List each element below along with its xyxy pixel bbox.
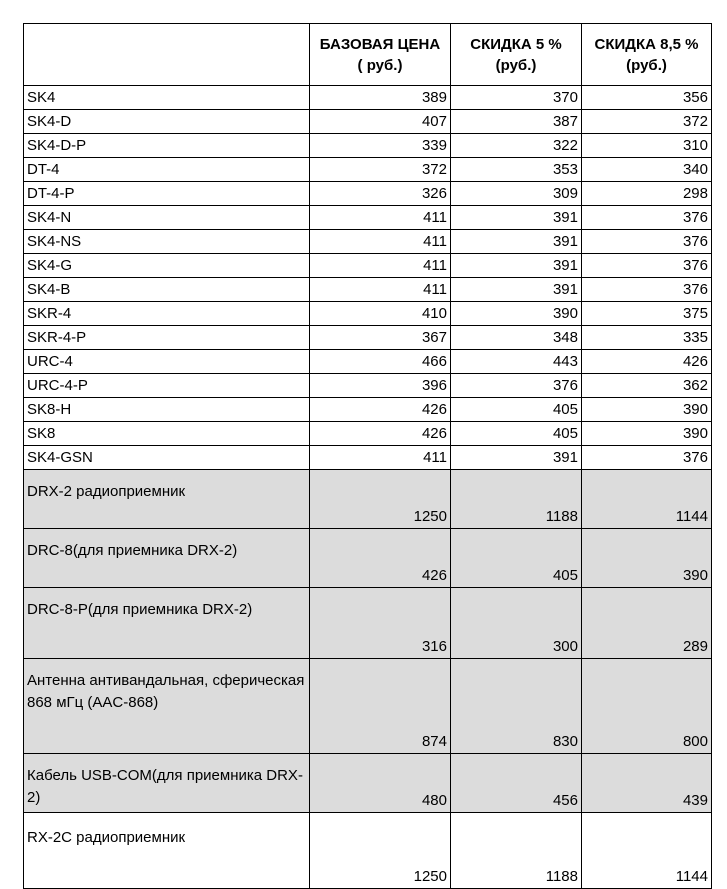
price-discount-85: 376	[582, 206, 712, 230]
price-table	[23, 23, 712, 889]
price-discount-5: 348	[451, 326, 582, 350]
product-name: SK4-NS	[24, 230, 310, 254]
table-row	[24, 398, 712, 422]
product-name: SK4-B	[24, 278, 310, 302]
price-discount-85: 335	[582, 326, 712, 350]
price-discount-85: 390	[582, 422, 712, 446]
table-row	[24, 254, 712, 278]
price-discount-85: 800	[582, 659, 712, 754]
table-row	[24, 422, 712, 446]
product-name: SK8	[24, 422, 310, 446]
price-discount-5: 300	[451, 588, 582, 659]
product-name: DRX-2 радиоприемник	[24, 470, 310, 529]
product-name: SK4-G	[24, 254, 310, 278]
product-name: URC-4-P	[24, 374, 310, 398]
base-price: 426	[310, 398, 451, 422]
base-price: 411	[310, 254, 451, 278]
base-price: 1250	[310, 470, 451, 529]
table-row	[24, 206, 712, 230]
table-row	[24, 86, 712, 110]
price-discount-85: 376	[582, 446, 712, 470]
base-price: 411	[310, 278, 451, 302]
table-row	[24, 182, 712, 206]
price-discount-85: 310	[582, 134, 712, 158]
product-name: DT-4-P	[24, 182, 310, 206]
price-discount-85: 376	[582, 230, 712, 254]
header-discount-5: СКИДКА 5 % (руб.)	[451, 24, 582, 86]
base-price: 411	[310, 230, 451, 254]
table-row	[24, 374, 712, 398]
table-row	[24, 529, 712, 588]
price-discount-5: 376	[451, 374, 582, 398]
base-price: 339	[310, 134, 451, 158]
product-name: RX-2C радиоприемник	[24, 813, 310, 889]
price-discount-5: 830	[451, 659, 582, 754]
base-price: 367	[310, 326, 451, 350]
price-discount-5: 405	[451, 422, 582, 446]
base-price: 389	[310, 86, 451, 110]
price-discount-5: 391	[451, 254, 582, 278]
price-discount-85: 375	[582, 302, 712, 326]
table-row	[24, 278, 712, 302]
base-price: 480	[310, 754, 451, 813]
price-discount-5: 387	[451, 110, 582, 134]
table-row	[24, 110, 712, 134]
price-discount-85: 426	[582, 350, 712, 374]
price-discount-5: 370	[451, 86, 582, 110]
header-discount-85: СКИДКА 8,5 % (руб.)	[582, 24, 712, 86]
table-row	[24, 659, 712, 754]
base-price: 426	[310, 422, 451, 446]
base-price: 411	[310, 206, 451, 230]
product-name: SK8-H	[24, 398, 310, 422]
price-discount-85: 289	[582, 588, 712, 659]
price-discount-5: 456	[451, 754, 582, 813]
price-discount-85: 376	[582, 254, 712, 278]
price-discount-85: 390	[582, 398, 712, 422]
price-discount-85: 356	[582, 86, 712, 110]
product-name: Антенна антивандальная, сферическая 868 мГц (AAC-868)	[24, 659, 310, 754]
header-name-cell	[24, 24, 310, 86]
table-row	[24, 446, 712, 470]
table-row	[24, 326, 712, 350]
product-name: SK4-N	[24, 206, 310, 230]
product-name: SKR-4	[24, 302, 310, 326]
price-discount-5: 322	[451, 134, 582, 158]
table-row	[24, 588, 712, 659]
price-discount-5: 391	[451, 206, 582, 230]
price-discount-85: 1144	[582, 470, 712, 529]
table-row	[24, 230, 712, 254]
price-discount-5: 405	[451, 398, 582, 422]
base-price: 407	[310, 110, 451, 134]
price-discount-85: 372	[582, 110, 712, 134]
price-discount-5: 405	[451, 529, 582, 588]
product-name: SKR-4-P	[24, 326, 310, 350]
price-discount-85: 439	[582, 754, 712, 813]
table-row	[24, 470, 712, 529]
price-discount-85: 390	[582, 529, 712, 588]
table-row	[24, 158, 712, 182]
table-row	[24, 302, 712, 326]
price-discount-85: 362	[582, 374, 712, 398]
table-row	[24, 134, 712, 158]
price-discount-5: 390	[451, 302, 582, 326]
base-price: 874	[310, 659, 451, 754]
header-base-price: БАЗОВАЯ ЦЕНА ( руб.)	[310, 24, 451, 86]
product-name: SK4-D-P	[24, 134, 310, 158]
header-row	[24, 24, 712, 86]
table-row	[24, 350, 712, 374]
base-price: 396	[310, 374, 451, 398]
base-price: 411	[310, 446, 451, 470]
table-row	[24, 813, 712, 889]
product-name: URC-4	[24, 350, 310, 374]
product-name: SK4-GSN	[24, 446, 310, 470]
price-discount-5: 443	[451, 350, 582, 374]
price-discount-5: 1188	[451, 470, 582, 529]
product-name: DT-4	[24, 158, 310, 182]
base-price: 466	[310, 350, 451, 374]
price-discount-5: 391	[451, 230, 582, 254]
base-price: 410	[310, 302, 451, 326]
product-name: SK4	[24, 86, 310, 110]
base-price: 326	[310, 182, 451, 206]
price-discount-5: 353	[451, 158, 582, 182]
base-price: 1250	[310, 813, 451, 889]
price-discount-85: 340	[582, 158, 712, 182]
price-discount-5: 1188	[451, 813, 582, 889]
price-discount-85: 1144	[582, 813, 712, 889]
product-name: DRC-8(для приемника DRX-2)	[24, 529, 310, 588]
product-name: Кабель USB-COM(для приемника DRX-2)	[24, 754, 310, 813]
price-discount-5: 391	[451, 278, 582, 302]
price-discount-5: 391	[451, 446, 582, 470]
price-discount-85: 376	[582, 278, 712, 302]
base-price: 316	[310, 588, 451, 659]
product-name: SK4-D	[24, 110, 310, 134]
price-discount-5: 309	[451, 182, 582, 206]
table-row	[24, 754, 712, 813]
product-name: DRC-8-P(для приемника DRX-2)	[24, 588, 310, 659]
base-price: 372	[310, 158, 451, 182]
base-price: 426	[310, 529, 451, 588]
price-discount-85: 298	[582, 182, 712, 206]
